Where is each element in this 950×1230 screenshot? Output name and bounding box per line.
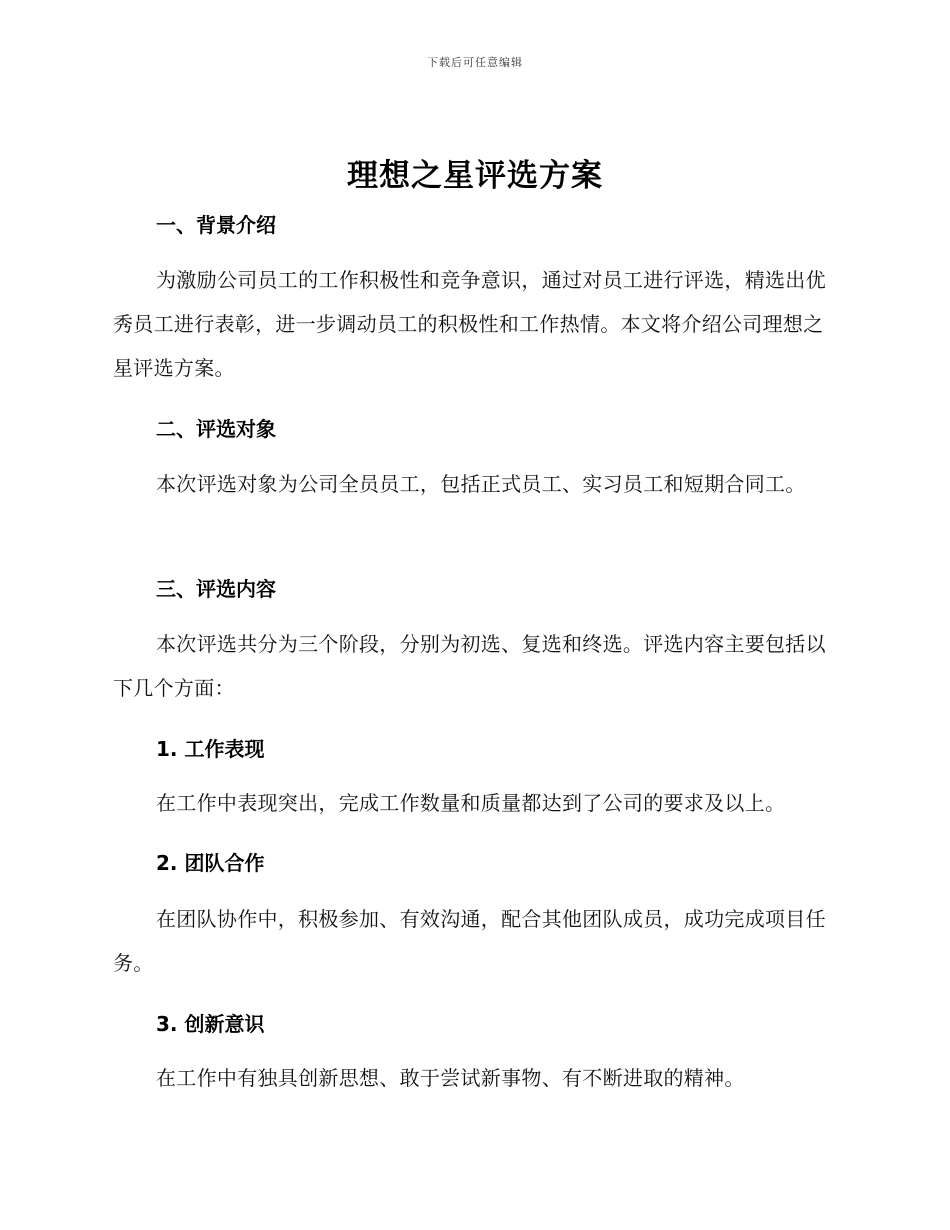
subsection-heading-teamwork: 2. 团队合作 [156, 851, 265, 875]
subsection-body-teamwork: 在团队协作中，积极参加、有效沟通，配合其他团队成员，成功完成项目任务。 [113, 907, 826, 975]
document-title: 理想之星评选方案 [347, 158, 603, 194]
header-note: 下载后可任意编辑 [427, 56, 523, 69]
section-heading-content: 三、评选内容 [156, 577, 276, 601]
section-body-content: 本次评选共分为三个阶段，分别为初选、复选和终选。评选内容主要包括以下几个方面： [113, 632, 826, 700]
section-heading-target: 二、评选对象 [156, 417, 276, 441]
section-body-target: 本次评选对象为公司全员员工，包括正式员工、实习员工和短期合同工。 [156, 472, 806, 496]
subsection-heading-innovation: 3. 创新意识 [156, 1012, 265, 1036]
subsection-heading-work-performance: 1. 工作表现 [156, 737, 265, 761]
subsection-body-work-performance: 在工作中表现突出，完成工作数量和质量都达到了公司的要求及以上。 [156, 791, 786, 815]
section-body-background: 为激励公司员工的工作积极性和竞争意识，通过对员工进行评选，精选出优秀员工进行表彰，进一步调动员工的积极性和工作热情。本文将介绍公司理想之星评选方案。 [113, 268, 826, 380]
subsection-body-innovation: 在工作中有独具创新思想、敢于尝试新事物、有不断进取的精神。 [156, 1066, 745, 1090]
section-heading-background: 一、背景介绍 [156, 213, 276, 237]
